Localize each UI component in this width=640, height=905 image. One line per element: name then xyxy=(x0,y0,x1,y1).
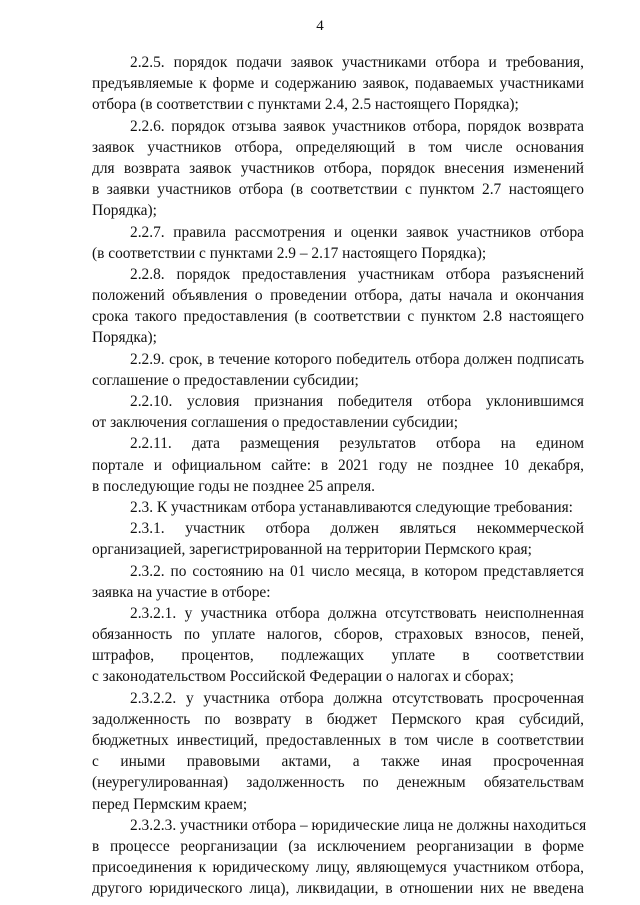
text-line: 2.2.7. правила рассмотрения и оценки заявок участников отбора xyxy=(130,223,584,241)
text-line: другого юридического лица), ликвидации, в отношении них не введена xyxy=(92,880,584,898)
page-number: 4 xyxy=(316,18,324,34)
text-line: 2.2.6. порядок отзыва заявок участников отбора, порядок возврата xyxy=(130,117,584,135)
text-line: с законодательством Российской Федерации о налогах и сборах; xyxy=(92,668,514,686)
document-body xyxy=(92,52,587,900)
text-line: задолженность по возврату в бюджет Пермского края субсидий, xyxy=(92,710,584,728)
text-line: в заявки участников отбора (в соответствии с пунктом 2.7 настоящего xyxy=(92,181,584,199)
text-line: (неурегулированная) задолженность по денежным обязательствам xyxy=(92,774,584,792)
text-line: заявка на участие в отборе: xyxy=(92,583,271,601)
text-line: Порядка); xyxy=(92,329,157,347)
text-line: обязанность по уплате налогов, сборов, страховых взносов, пеней, xyxy=(92,626,584,644)
text-line: срока такого предоставления (в соответствии с пунктом 2.8 настоящего xyxy=(92,308,584,326)
text-line: для возврата заявок участников отбора, порядок внесения изменений xyxy=(92,159,584,177)
text-line: 2.3.1. участник отбора должен являться некоммерческой xyxy=(130,520,584,538)
text-line: 2.3.2.2. у участника отбора должна отсутствовать просроченная xyxy=(130,689,584,707)
text-line: организацией, зарегистрированной на территории Пермского края; xyxy=(92,541,532,559)
text-line: 2.3.2.3. участники отбора – юридические лица не должны находиться xyxy=(130,816,587,834)
text-line: отбора (в соответствии с пунктами 2.4, 2.5 настоящего Порядка); xyxy=(92,96,519,114)
text-line: предъявляемые к форме и содержанию заявок, подаваемых участниками xyxy=(92,75,584,93)
text-line: с иными правовыми актами, а также иная просроченная xyxy=(92,753,584,771)
text-line: 2.2.8. порядок предоставления участникам отбора разъяснений xyxy=(130,265,584,283)
text-line: в последующие годы не позднее 25 апреля. xyxy=(92,477,376,495)
text-line: перед Пермским краем; xyxy=(92,795,248,813)
text-line: портале и официальном сайте: в 2021 году не позднее 10 декабря, xyxy=(92,456,584,474)
text-line: присоединения к юридическому лицу, являющемуся участником отбора, xyxy=(92,859,584,877)
text-line: 2.2.11. дата размещения результатов отбора на едином xyxy=(130,435,584,453)
text-line: штрафов, процентов, подлежащих уплате в соответствии xyxy=(92,647,584,665)
text-line: 2.2.10. условия признания победителя отбора уклонившимся xyxy=(130,393,584,410)
text-line: положений объявления о проведении отбора, даты начала и окончания xyxy=(92,287,584,305)
text-line: 2.3.2.1. у участника отбора должна отсутствовать неисполненная xyxy=(130,604,584,622)
text-line: 2.2.5. порядок подачи заявок участниками отбора и требования, xyxy=(130,54,584,71)
text-line: от заключения соглашения о предоставлении субсидии; xyxy=(92,414,458,432)
text-line: бюджетных инвестиций, предоставленных в том числе в соответствии xyxy=(92,732,584,749)
text-line: заявок участников отбора, определяющий в том числе основания xyxy=(92,138,584,156)
text-line: соглашение о предоставлении субсидии; xyxy=(92,371,359,389)
text-line: Порядка); xyxy=(92,202,157,220)
text-line: 2.3.2. по состоянию на 01 число месяца, в котором представляется xyxy=(130,562,584,580)
text-line: 2.3. К участникам отбора устанавливаются следующие требования: xyxy=(130,498,573,516)
text-line: (в соответствии с пунктами 2.9 – 2.17 настоящего Порядка); xyxy=(92,244,487,262)
text-line: в процессе реорганизации (за исключением реорганизации в форме xyxy=(92,837,584,855)
text-line: 2.2.9. срок, в течение которого победитель отбора должен подписать xyxy=(130,350,584,368)
